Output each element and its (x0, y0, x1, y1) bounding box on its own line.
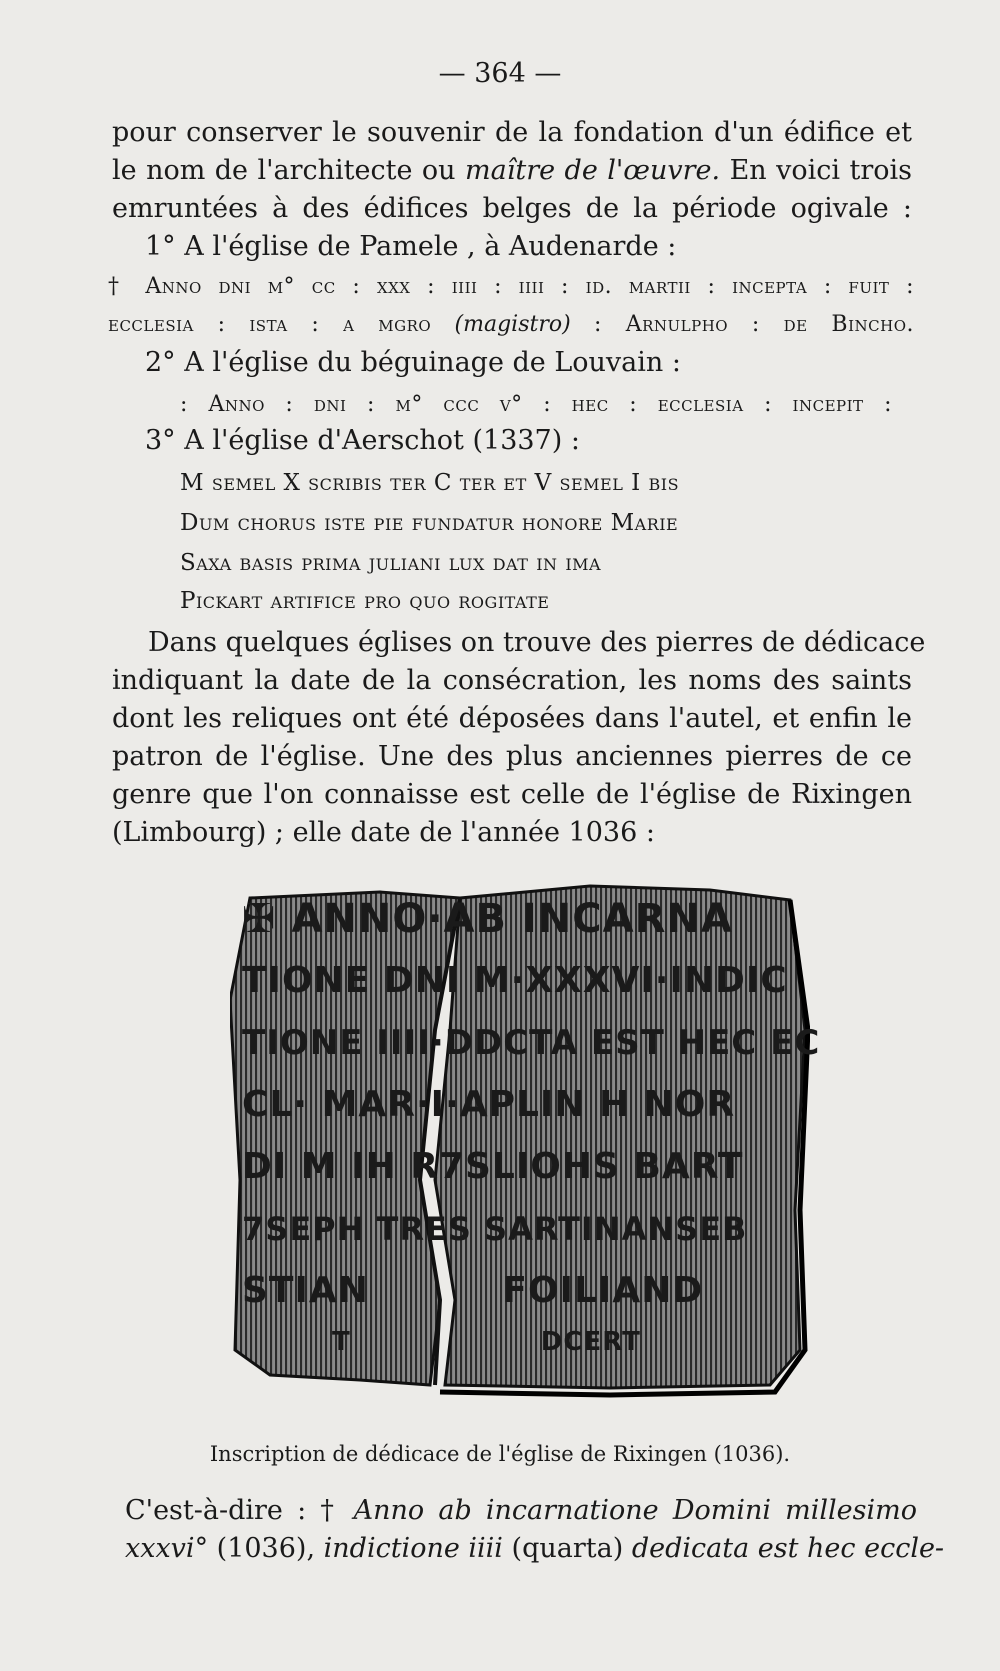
figure-caption: Inscription de dédicace de l'église de Rixingen (1036). (209, 1442, 791, 1466)
text-span: (1036), (216, 1533, 316, 1564)
item-label: 2° A l'église du béguinage de Louvain : (145, 347, 681, 378)
text-span: (quarta) (511, 1533, 624, 1564)
inscription-line: † Anno dni m° cc : xxx : iiii : iiii : id. martii : incepta : fuit : (108, 274, 914, 299)
page-number: — 364 — (438, 58, 562, 89)
text-line: (Limbourg) ; elle date de l'année 1036 : (112, 817, 655, 848)
italic-span: (magistro) (454, 312, 571, 337)
stone-text-line: DI M IH R7SLIOHS BART (242, 1146, 744, 1187)
verse-line: Dum chorus iste pie fundatur honore Marie (180, 510, 679, 536)
text-line (112, 154, 912, 188)
dedication-stone-figure (230, 880, 821, 1400)
item-label: 3° A l'église d'Aerschot (1337) : (145, 425, 580, 456)
text-line: Dans quelques églises on trouve des pierres de dédicace (148, 627, 926, 658)
text-span: C'est-à-dire : † (125, 1495, 340, 1526)
text-line: genre que l'on connaisse est celle de l'église de Rixingen (112, 779, 912, 810)
stone-text-line: CL· MAR·I·APLIN H NOR (242, 1084, 736, 1125)
stone-text-line: ✠ ANNO·AB INCARNA (242, 896, 733, 942)
text-line: indiquant la date de la consécration, les noms des saints (112, 665, 912, 696)
text-line: patron de l'église. Une des plus anciennes pierres de ce (112, 741, 912, 772)
verse-line: Pickart artifice pro quo rogitate (180, 588, 550, 614)
italic-span: indictione iiii (323, 1533, 503, 1564)
inscription-line: : Anno : dni : m° ccc v° : hec : ecclesia : incepit : (180, 392, 892, 417)
text-span: En voici trois (729, 155, 912, 186)
text-span: le nom de l'architecte ou (112, 155, 456, 186)
item-label: 1° A l'église de Pamele , à Audenarde : (145, 231, 677, 262)
text-line: emruntées à des édifices belges de la période ogivale : (112, 193, 912, 224)
stone-text-line: STIAN FOILIAND (242, 1270, 704, 1311)
verse-line: Saxa basis prima juliani lux dat in ima (180, 550, 602, 576)
stone-text-line: T DCERT (332, 1327, 641, 1357)
verse-line: M semel X scribis ter C ter et V semel I bis (180, 470, 680, 496)
text-line (125, 1494, 917, 1528)
italic-span: xxxvi° (125, 1533, 209, 1564)
italic-span: Anno ab incarnatione Domini millesimo (353, 1495, 917, 1526)
stone-text-line: TIONE DNI M·XXXVI·INDIC (242, 960, 788, 1001)
text-span: : Arnulpho : de Bincho. (594, 312, 914, 337)
text-line (125, 1532, 945, 1566)
stone-text-line: TIONE IIII·DDCTA EST HEC EC (242, 1023, 821, 1063)
inscription-line (108, 308, 914, 342)
text-line: dont les reliques ont été déposées dans l'autel, et enfin le (112, 703, 912, 734)
text-line: pour conserver le souvenir de la fondation d'un édifice et (112, 117, 912, 148)
stone-text-line: 7SEPH TRES SARTINANSEB (242, 1210, 748, 1248)
text-span: ecclesia : ista : a mgro (108, 312, 432, 337)
italic-span: maître de l'œuvre. (465, 155, 721, 186)
italic-span: dedicata est hec eccle- (631, 1533, 945, 1564)
